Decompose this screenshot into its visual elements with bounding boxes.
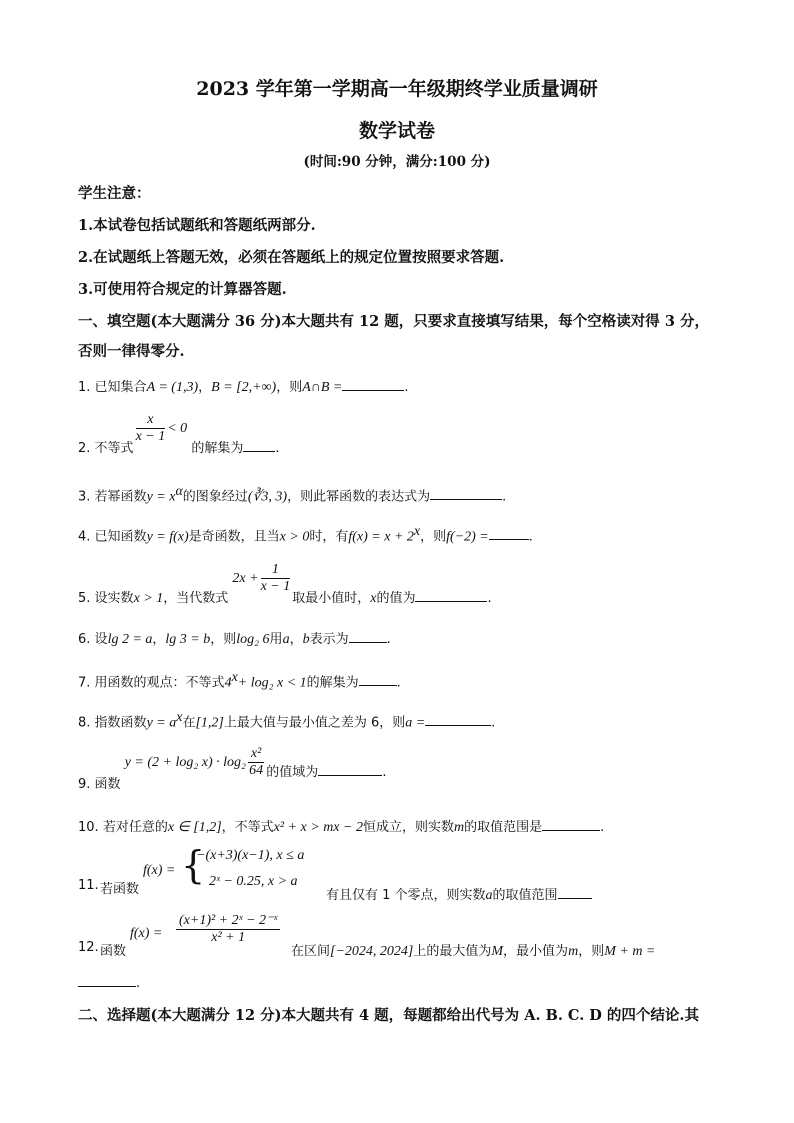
question-text: 在区间: [291, 944, 331, 959]
math-expr: a: [485, 888, 493, 903]
question-2: [78, 412, 280, 456]
math-expr: y = x: [146, 489, 176, 505]
question-11-number: 11.: [78, 878, 99, 893]
question-text: ，当代数式: [163, 591, 229, 606]
fraction-numerator: x²: [248, 746, 264, 763]
math-expr: 2x +: [232, 571, 259, 586]
question-text: 用函数的观点：不等式: [94, 675, 225, 691]
question-text: 表示为: [309, 632, 349, 647]
fraction-denominator: 64: [249, 763, 264, 778]
notice-item-1: 1.本试卷包括试题纸和答题纸两部分.: [78, 217, 316, 234]
section1-heading-line2: 否则一律得零分.: [78, 343, 185, 360]
question-12-text: 函数: [100, 944, 127, 959]
math-expr: A = (1,3): [146, 380, 199, 395]
question-text: 时，有: [309, 529, 349, 545]
question-text: 设: [94, 632, 108, 647]
math-expr: f(x) =: [130, 926, 163, 941]
math-expr: y = f(x): [146, 529, 189, 545]
question-text: 已知集合: [94, 380, 147, 395]
math-exponent: α: [175, 484, 183, 499]
answer-blank: [243, 439, 275, 452]
question-11-tail: [326, 884, 592, 904]
fraction-numerator: (x+1)² + 2ˣ − 2⁻ˣ: [176, 913, 280, 930]
answer-blank: [558, 886, 592, 899]
question-text: 的取值范围: [492, 888, 558, 903]
question-number: 4.: [78, 529, 91, 545]
fraction: [136, 412, 166, 445]
question-text: 的图象经过: [182, 489, 248, 505]
answer-blank: [425, 713, 491, 726]
question-text: 上的最大值为: [413, 944, 492, 959]
math-expr: a: [282, 632, 290, 647]
question-text: 已知函数: [94, 529, 147, 545]
fraction-numerator: x: [136, 412, 166, 429]
math-expr: 4: [224, 675, 232, 691]
math-expr: x > 1: [133, 591, 164, 606]
question-text: 函数: [94, 777, 121, 792]
math-expr: x² + x > mx − 2: [273, 820, 363, 835]
question-7: [78, 670, 401, 691]
math-expr: M + m =: [604, 944, 656, 959]
math-exponent: x: [231, 670, 238, 685]
fraction: [261, 562, 291, 595]
math-expr: f(x) = x + 2: [348, 529, 414, 545]
answer-blank: [359, 673, 397, 686]
fraction: [176, 913, 280, 946]
math-expr: x ∈ [1,2]: [167, 820, 222, 835]
question-text: 用: [269, 632, 283, 647]
question-6: [78, 628, 391, 648]
math-expr: a =: [405, 715, 426, 731]
question-text: 的值为: [376, 591, 416, 606]
notice-heading: 学生注意：: [78, 185, 151, 202]
math-expr: y = (2 + log₂ x) · log₂: [124, 755, 246, 770]
fraction-numerator: 1: [261, 562, 291, 579]
question-number: 6.: [78, 632, 91, 647]
fraction-denominator: x − 1: [135, 429, 166, 444]
fraction-denominator: x − 1: [260, 579, 291, 594]
question-text: 的值域为: [266, 765, 319, 780]
question-text: 恒成立，则实数: [362, 820, 454, 835]
math-expr: lg 2 = a: [107, 632, 153, 647]
piecewise-brace: {: [181, 843, 206, 887]
question-text: 是奇函数，且当: [188, 529, 280, 545]
section1-heading-line1: 一、填空题(本大题满分 36 分)本大题共有 12 题，只要求直接填写结果，每个空格读对得 3 分，: [78, 313, 709, 330]
question-text: .: [275, 441, 280, 456]
question-text: ，: [152, 632, 166, 647]
math-expr: < 0: [167, 421, 188, 436]
question-text: 上最大值与最小值之差为 6，则: [223, 715, 406, 731]
piecewise-case-2: 2ˣ − 0.25, x > a: [209, 874, 298, 889]
question-number: 8.: [78, 715, 91, 731]
question-text: ，则: [578, 944, 605, 959]
math-expr: A∩B =: [302, 380, 343, 395]
question-text: 若幂函数: [94, 489, 147, 505]
question-text: 的取值范围是: [464, 820, 543, 835]
question-11-text: 若函数: [100, 882, 140, 897]
question-number: 5.: [78, 591, 91, 606]
answer-blank: [430, 487, 502, 500]
question-text: ，则: [420, 529, 447, 545]
math-expr: B = [2,+∞): [211, 380, 277, 395]
fraction-denominator: x² + 1: [211, 930, 246, 945]
question-text: 有且仅有 1 个零点，则实数: [326, 888, 486, 903]
question-text: 的解集为: [306, 675, 359, 691]
math-exponent: x: [413, 524, 421, 539]
question-text: 不等式: [94, 441, 134, 456]
question-text: .: [386, 632, 391, 647]
math-expr: x: [370, 591, 377, 606]
math-exponent: x: [176, 710, 183, 725]
question-text: 指数函数: [94, 715, 147, 731]
question-text: ，则: [276, 380, 303, 395]
question-9: [78, 746, 387, 792]
question-text: .: [502, 489, 507, 505]
question-text: ，: [198, 380, 212, 395]
question-number: 1.: [78, 380, 91, 395]
question-text: ，则此幂函数的表达式为: [287, 489, 431, 505]
question-number: 9.: [78, 777, 91, 792]
math-expr: [1,2]: [195, 715, 224, 731]
math-expr: (∛3, 3): [247, 489, 288, 505]
question-12-number: 12.: [78, 940, 99, 955]
fraction: [248, 746, 264, 779]
question-text: ，最小值为: [503, 944, 569, 959]
question-number: 10.: [78, 820, 99, 835]
answer-blank: [349, 630, 387, 643]
question-text: ，则: [210, 632, 237, 647]
answer-blank: [542, 818, 600, 831]
math-expr: lg 3 = b: [165, 632, 211, 647]
math-expr: f(x) =: [143, 863, 176, 878]
notice-item-3: 3.可使用符合规定的计算器答题.: [78, 281, 287, 298]
question-12-tail: [291, 940, 655, 960]
notice-item-2: 2.在试题纸上答题无效，必须在答题纸上的规定位置按照要求答题.: [78, 249, 505, 266]
question-12-blank-line: [78, 974, 140, 991]
question-text: .: [404, 380, 409, 395]
question-text: 的解集为: [191, 441, 244, 456]
question-text: ，不等式: [221, 820, 274, 835]
question-number: 3.: [78, 489, 91, 505]
question-text: .: [491, 715, 496, 731]
math-expr: M: [491, 944, 504, 959]
math-expr: m: [568, 944, 579, 959]
question-8: [78, 710, 495, 731]
question-text: 取最小值时，: [292, 591, 371, 606]
exam-subtitle: 数学试卷: [358, 120, 435, 142]
question-text: ，: [289, 632, 303, 647]
exam-title: 2023 学年第一学期高一年级期终学业质量调研: [196, 78, 598, 100]
math-expr: f(−2) =: [446, 529, 489, 545]
question-4: [78, 524, 533, 545]
question-12-fraction: [176, 913, 280, 946]
math-expr: y = a: [146, 715, 177, 731]
question-number: 2.: [78, 441, 91, 456]
piecewise-case-1: −(x+3)(x−1), x ≤ a: [196, 848, 305, 863]
answer-blank: [415, 589, 487, 602]
exam-time-info: (时间:90 分钟，满分:100 分): [303, 154, 491, 170]
question-3: [78, 484, 506, 505]
question-number: 7.: [78, 675, 91, 691]
answer-blank: [342, 378, 404, 391]
question-text: .: [487, 591, 492, 606]
question-text: .: [382, 765, 387, 780]
math-expr: x > 0: [279, 529, 310, 545]
question-text: .: [528, 529, 533, 545]
math-expr: [−2024, 2024]: [330, 944, 414, 959]
answer-blank: [78, 974, 136, 987]
math-expr: m: [453, 820, 465, 835]
question-text: .: [600, 820, 605, 835]
question-text: 若对任意的: [102, 820, 168, 835]
section2-heading-line1: 二、选择题(本大题满分 12 分)本大题共有 4 题，每题都给出代号为 A. B. C. D 的四个结论.其: [78, 1007, 699, 1024]
question-text: 在: [182, 715, 196, 731]
math-expr: + log₂ x < 1: [237, 675, 307, 691]
answer-blank: [318, 763, 382, 776]
question-10: [78, 816, 604, 836]
question-1: [78, 376, 409, 396]
question-text: .: [136, 976, 141, 991]
question-5: [78, 562, 492, 606]
math-expr: b: [302, 632, 310, 647]
question-text: .: [396, 675, 401, 691]
answer-blank: [489, 527, 529, 540]
question-text: 设实数: [94, 591, 134, 606]
math-expr: log₂ 6: [236, 632, 270, 647]
